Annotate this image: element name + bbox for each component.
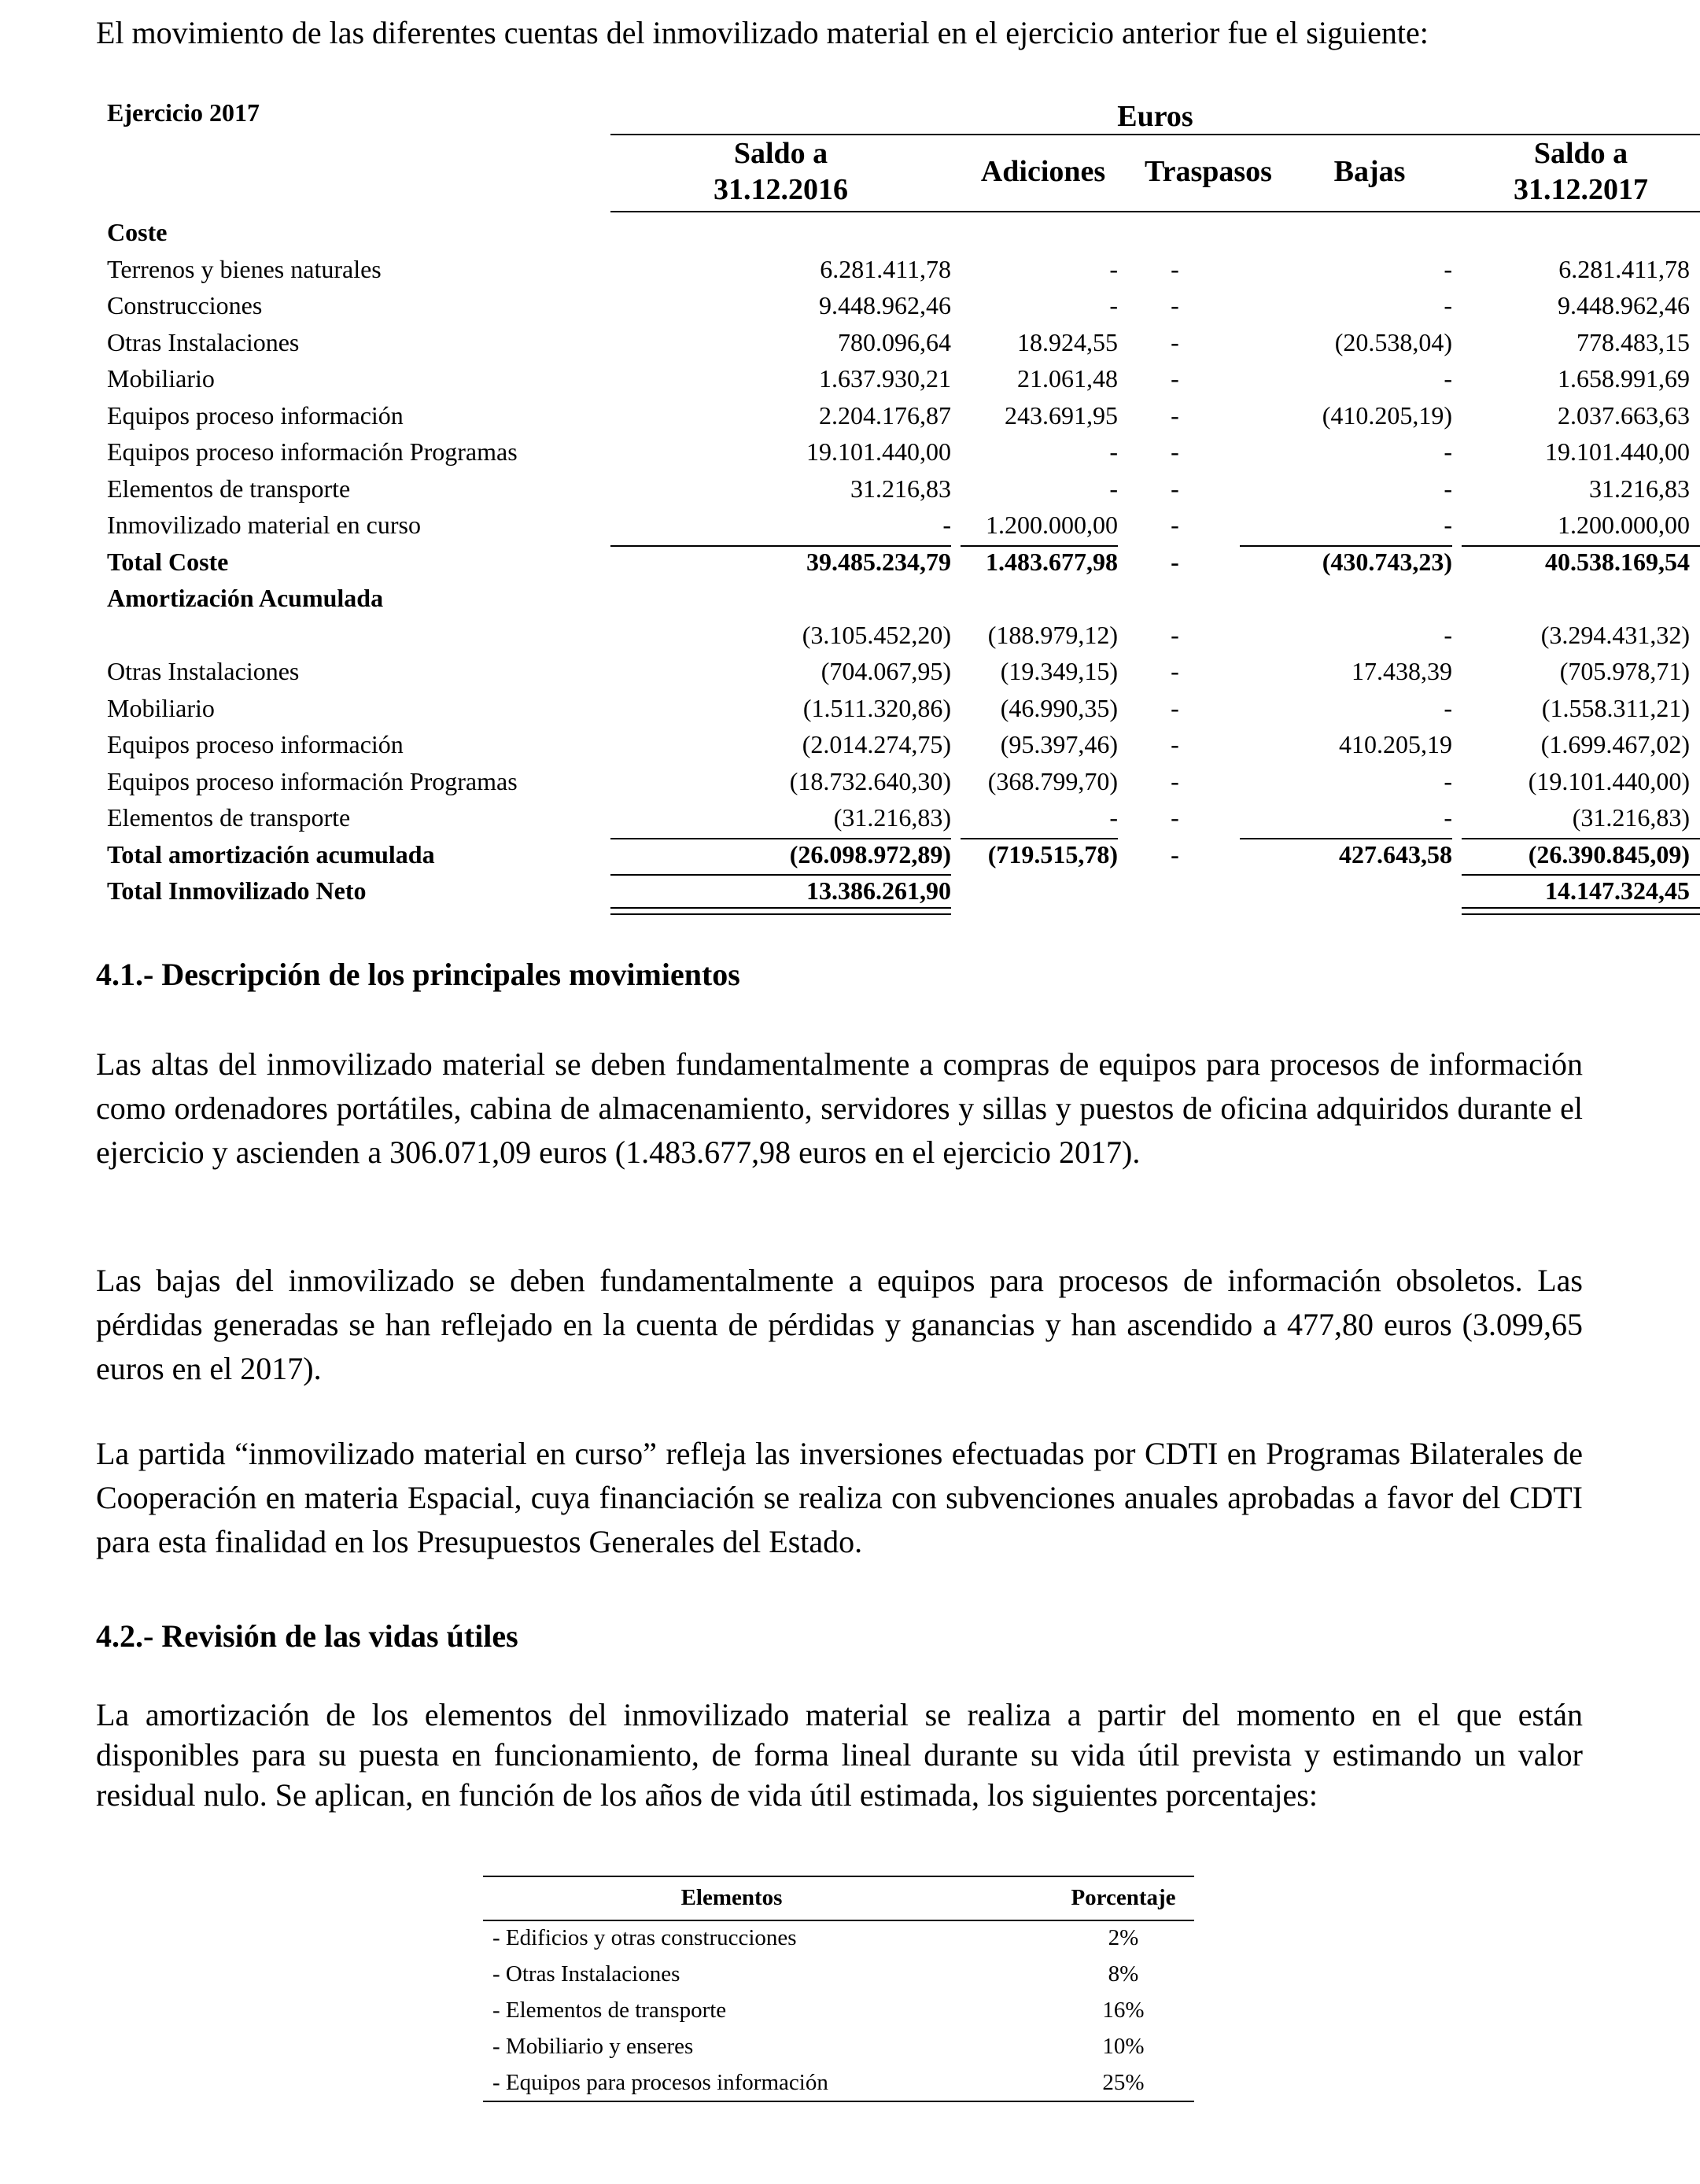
- section-4-1-paragraph-1: Las altas del inmovilizado material se deben fundamentalmente a compras de equipos para procesos de información como ordenadores portátiles, cabina de almacenamiento, servidores y sillas y puestos de oficina adquiridos durante el ejercicio y ascienden a 306.071,09 euros (1.483.677,98 euros en el ejercicio 2017).: [96, 1046, 1583, 1170]
- row-value-col-0: 780.096,64: [838, 327, 951, 356]
- rates-percent: 2%: [1108, 1925, 1139, 1950]
- row-label: Equipos proceso información: [107, 730, 404, 758]
- col-header-bajas: Bajas: [1333, 155, 1406, 188]
- row-label: Equipos proceso información: [107, 400, 404, 430]
- table-row: [107, 799, 1690, 836]
- rates-element: - Elementos de transporte: [492, 1998, 727, 2023]
- row-value-col-0: (18.732.640,30): [789, 766, 951, 795]
- section-4-2-paragraph: La amortización de los elementos del inmovilizado material se realiza a partir del momento en el que están disponibles para su puesta en funcionamiento, de forma lineal durante su vida útil prevista y estimando un valor residual nulo. Se aplican, en función de los años de vida útil estimada, los siguientes porcentajes:: [96, 1697, 1583, 1813]
- row-value-col-3: -: [1444, 803, 1452, 832]
- row-value-col-3: (410.205,19): [1322, 400, 1452, 430]
- row-label: Otras Instalaciones: [107, 657, 300, 685]
- row-value-col-0: 13.386.261,90: [806, 876, 951, 905]
- row-value-col-3: -: [1444, 511, 1452, 539]
- amort-rows: [107, 617, 1690, 836]
- row-value-col-2: -: [1171, 327, 1179, 356]
- row-value-col-0: 19.101.440,00: [806, 437, 951, 466]
- row-value-col-4: (19.101.440,00): [1528, 766, 1690, 795]
- rates-header: [483, 1876, 1194, 1920]
- rates-element: - Mobiliario y enseres: [492, 2034, 694, 2059]
- row-value-col-0: 2.204.176,87: [819, 400, 951, 430]
- row-value-col-4: 2.037.663,63: [1558, 400, 1690, 430]
- row-value-col-3: -: [1444, 364, 1452, 393]
- row-value-col-3: -: [1444, 693, 1452, 722]
- table-row: [107, 287, 1690, 324]
- row-value-col-1: -: [1109, 803, 1118, 832]
- header-bottom-rule: [610, 211, 1700, 212]
- row-value-col-2: -: [1171, 547, 1179, 576]
- subtotal-rule: [961, 838, 1118, 839]
- row-value-col-2: -: [1171, 839, 1179, 869]
- subtotal-rule: [1240, 838, 1452, 839]
- total-amort-row: [107, 836, 1690, 873]
- rates-row: [483, 2064, 1194, 2101]
- row-value-col-0: (3.105.452,20): [802, 620, 951, 649]
- table-row: [107, 690, 1690, 727]
- subtotal-rule: [1240, 545, 1452, 547]
- row-value-col-2: -: [1171, 511, 1179, 539]
- rates-element: - Equipos para procesos información: [492, 2070, 828, 2095]
- row-value-col-4: 9.448.962,46: [1558, 291, 1690, 319]
- row-value-col-1: (188.979,12): [987, 620, 1118, 649]
- col-header-saldo-2017: Saldo a 31.12.2017: [1514, 137, 1648, 206]
- row-value-col-4: (705.978,71): [1559, 657, 1690, 685]
- row-label: Otras Instalaciones: [107, 327, 300, 356]
- table-row: [107, 617, 1690, 654]
- row-value-col-4: 1.200.000,00: [1558, 511, 1690, 539]
- table-row: [107, 653, 1690, 690]
- row-value-col-1: (719.515,78): [987, 839, 1118, 869]
- subtotal-rule: [1462, 874, 1700, 876]
- unit-label: Euros: [1117, 100, 1193, 133]
- coste-rows: [107, 251, 1690, 544]
- subtotal-rule: [610, 545, 951, 547]
- subtotal-rule: [961, 545, 1118, 547]
- row-value-col-4: 778.483,15: [1576, 327, 1690, 356]
- row-value-col-3: -: [1444, 291, 1452, 319]
- row-value-col-1: 21.061,48: [1017, 364, 1118, 393]
- row-value-col-0: 9.448.962,46: [819, 291, 951, 319]
- table-row: [107, 324, 1690, 361]
- row-value-col-3: -: [1444, 254, 1452, 283]
- row-value-col-3: -: [1444, 620, 1452, 649]
- subtotal-rule: [610, 838, 951, 839]
- row-value-col-2: -: [1171, 657, 1179, 685]
- row-value-col-1: 1.483.677,98: [986, 547, 1118, 576]
- row-value-col-0: 39.485.234,79: [806, 547, 951, 576]
- total-neto: [107, 872, 1690, 909]
- table-row: [107, 763, 1690, 800]
- row-value-col-1: (368.799,70): [987, 766, 1118, 795]
- row-value-col-1: -: [1109, 291, 1118, 319]
- row-label: Equipos proceso información Programas: [107, 766, 518, 795]
- row-value-col-1: 243.691,95: [1005, 400, 1118, 430]
- row-value-col-4: (1.699.467,02): [1540, 730, 1690, 758]
- row-value-col-2: -: [1171, 291, 1179, 319]
- rates-header-elements: Elementos: [680, 1885, 783, 1910]
- row-value-col-2: -: [1171, 474, 1179, 503]
- row-label: Equipos proceso información Programas: [107, 437, 518, 466]
- row-value-col-0: 31.216,83: [850, 474, 951, 503]
- table-row: [107, 360, 1690, 397]
- row-value-col-1: -: [1109, 437, 1118, 466]
- row-value-col-3: -: [1444, 766, 1452, 795]
- table-header: [107, 94, 1648, 214]
- subtotal-rule: [610, 874, 951, 876]
- row-value-col-0: (2.014.274,75): [802, 730, 951, 758]
- amort-section-title: Amortización Acumulada: [107, 584, 384, 612]
- row-value-col-3: (20.538,04): [1334, 327, 1452, 356]
- col-header-traspasos: Traspasos: [1145, 155, 1272, 188]
- rates-element: - Edificios y otras construcciones: [492, 1925, 797, 1950]
- row-value-col-4: 31.216,83: [1589, 474, 1690, 503]
- table-row: [107, 507, 1690, 544]
- row-value-col-1: (46.990,35): [1000, 693, 1118, 722]
- section-4-2-title: 4.2.- Revisión de las vidas útiles: [96, 1618, 518, 1654]
- row-value-col-0: 1.637.930,21: [819, 364, 951, 393]
- table-row: [107, 470, 1690, 507]
- row-label: Mobiliario: [107, 364, 215, 393]
- row-label: Construcciones: [107, 291, 263, 319]
- table-row: [107, 433, 1690, 470]
- row-value-col-1: 18.924,55: [1017, 327, 1118, 356]
- row-value-col-1: -: [1109, 474, 1118, 503]
- row-label: Terrenos y bienes naturales: [107, 254, 382, 283]
- subtotal-rule: [1462, 838, 1700, 839]
- movement-table: [107, 94, 1690, 909]
- row-label: Elementos de transporte: [107, 803, 351, 832]
- rates-percent: 10%: [1102, 2034, 1145, 2059]
- row-label: Total amortización acumulada: [107, 839, 435, 869]
- col-header-saldo-2016: Saldo a 31.12.2016: [714, 137, 848, 206]
- row-label: Mobiliario: [107, 693, 215, 722]
- double-underline: [610, 907, 951, 915]
- row-value-col-4: 1.658.991,69: [1558, 364, 1690, 393]
- row-value-col-2: -: [1171, 766, 1179, 795]
- row-value-col-3: 427.643,58: [1339, 839, 1452, 869]
- rates-rows: [483, 1920, 1194, 2101]
- row-value-col-4: 14.147.324,45: [1545, 876, 1690, 905]
- row-label: Total Inmovilizado Neto: [107, 876, 367, 905]
- row-value-col-2: -: [1171, 254, 1179, 283]
- row-value-col-0: 6.281.411,78: [820, 254, 951, 283]
- row-value-col-4: (3.294.431,32): [1540, 620, 1690, 649]
- rates-row: [483, 2028, 1194, 2064]
- row-value-col-2: -: [1171, 693, 1179, 722]
- row-value-col-0: -: [942, 511, 951, 539]
- rates-percent: 16%: [1102, 1998, 1145, 2023]
- row-label: Elementos de transporte: [107, 474, 351, 503]
- row-value-col-3: 17.438,39: [1352, 657, 1452, 685]
- rates-header-percent: Porcentaje: [1071, 1885, 1176, 1910]
- total-coste-row: [107, 544, 1690, 581]
- row-value-col-4: 19.101.440,00: [1545, 437, 1690, 466]
- row-value-col-4: (26.390.845,09): [1528, 839, 1690, 869]
- table-row: [107, 251, 1690, 288]
- row-value-col-4: (1.558.311,21): [1541, 693, 1690, 722]
- row-value-col-3: 410.205,19: [1339, 730, 1452, 758]
- row-value-col-1: 1.200.000,00: [986, 511, 1118, 539]
- table-row: [107, 397, 1690, 434]
- rates-row: [483, 1920, 1194, 1956]
- coste-section-title: Coste: [107, 218, 168, 246]
- intro-text: El movimiento de las diferentes cuentas del inmovilizado material en el ejercicio anterior fue el siguiente:: [96, 15, 1429, 50]
- section-4-1-title: 4.1.- Descripción de los principales movimientos: [96, 957, 740, 992]
- row-value-col-4: 6.281.411,78: [1558, 254, 1690, 283]
- table-row: [107, 726, 1690, 763]
- row-value-col-2: -: [1171, 437, 1179, 466]
- year-label: Ejercicio 2017: [107, 98, 260, 127]
- row-value-col-3: -: [1444, 437, 1452, 466]
- row-label: Total Coste: [107, 547, 229, 576]
- rates-table: [483, 1876, 1194, 2101]
- rates-percent: 25%: [1102, 2070, 1145, 2095]
- row-value-col-3: -: [1444, 474, 1452, 503]
- section-4-1-paragraph-2: Las bajas del inmovilizado se deben fundamentalmente a equipos para procesos de información obsoletos. Las pérdidas generadas se han reflejado en la cuenta de pérdidas y ganancias y han ascendido a 477,80 euros (3.099,65 euros en el 2017).: [96, 1263, 1583, 1386]
- row-value-col-2: -: [1171, 400, 1179, 430]
- col-header-adiciones: Adiciones: [980, 155, 1106, 188]
- row-value-col-1: (19.349,15): [1000, 657, 1118, 685]
- row-value-col-2: -: [1171, 364, 1179, 393]
- row-value-col-0: (31.216,83): [833, 803, 951, 832]
- total-coste: [107, 544, 1690, 581]
- row-value-col-0: (26.098.972,89): [789, 839, 951, 869]
- row-value-col-3: (430.743,23): [1322, 547, 1452, 576]
- row-value-col-4: 40.538.169,54: [1545, 547, 1690, 576]
- row-value-col-2: -: [1171, 803, 1179, 832]
- rates-row: [483, 1956, 1194, 1992]
- row-value-col-2: -: [1171, 620, 1179, 649]
- row-value-col-0: (704.067,95): [820, 657, 951, 685]
- row-value-col-0: (1.511.320,86): [802, 693, 951, 722]
- rates-percent: 8%: [1108, 1961, 1139, 1987]
- section-4-1-paragraph-3: La partida “inmovilizado material en curso” refleja las inversiones efectuadas por CDTI en Programas Bilaterales de Cooperación en materia Espacial, cuya financiación se realiza con subvenciones anuales aprobadas a favor del CDTI para esta finalidad en los Presupuestos Generales del Estado.: [96, 1436, 1583, 1559]
- row-label: Inmovilizado material en curso: [107, 511, 421, 539]
- rates-bottom-rule: [483, 2101, 1194, 2102]
- row-value-col-1: (95.397,46): [1000, 730, 1118, 758]
- total-amort: [107, 836, 1690, 873]
- rates-element: - Otras Instalaciones: [492, 1961, 680, 1987]
- rates-row: [483, 1992, 1194, 2028]
- row-value-col-1: -: [1109, 254, 1118, 283]
- subtotal-rule: [1462, 545, 1700, 547]
- row-value-col-4: (31.216,83): [1572, 803, 1690, 832]
- row-value-col-2: -: [1171, 730, 1179, 758]
- total-neto-row: [107, 872, 1690, 909]
- double-underline: [1462, 907, 1700, 915]
